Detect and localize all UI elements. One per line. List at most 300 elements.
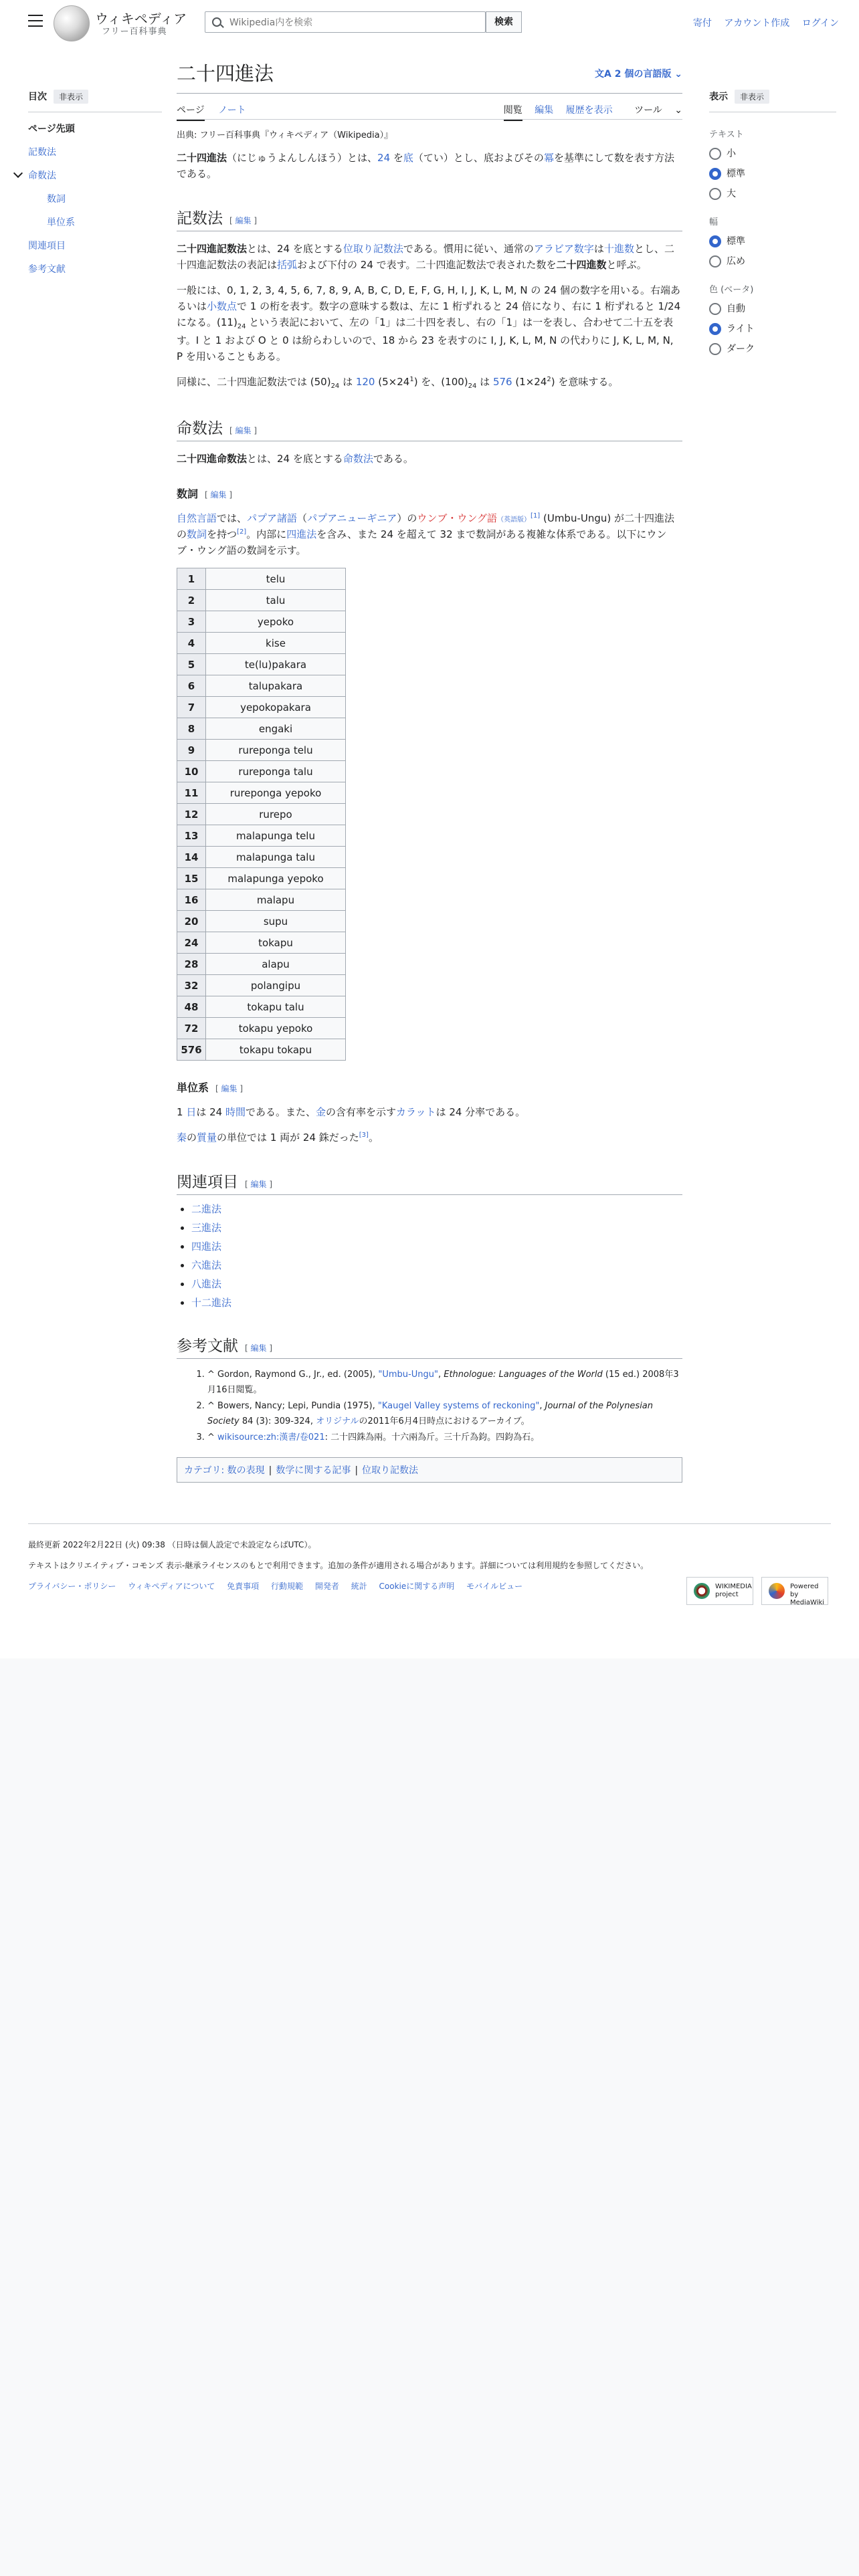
link[interactable]: 120 bbox=[355, 376, 375, 388]
text: は bbox=[593, 243, 604, 255]
bold-term: 二十四進命数法 bbox=[177, 453, 248, 465]
text: の bbox=[187, 1132, 197, 1144]
numeral-value: 576 bbox=[177, 1039, 206, 1061]
chevron-down-icon: ⌄ bbox=[674, 69, 682, 80]
link-24[interactable]: 24 bbox=[377, 152, 391, 164]
paragraph bbox=[177, 510, 682, 558]
table-row bbox=[177, 718, 346, 740]
numeral-word: tokapu bbox=[206, 932, 346, 954]
search-input[interactable] bbox=[228, 15, 478, 31]
text: は bbox=[476, 376, 493, 388]
paragraph bbox=[177, 282, 682, 364]
text: とは、24 を底とする bbox=[247, 243, 343, 255]
numeral-value: 15 bbox=[177, 868, 206, 889]
text-size-label: テキスト bbox=[709, 130, 744, 140]
section-heading-numeration bbox=[177, 416, 682, 441]
footer-link[interactable]: ウィキペディアについて bbox=[128, 1582, 215, 1591]
heading-text: 記数法 bbox=[177, 210, 223, 227]
related-link[interactable]: 十二進法 bbox=[191, 1297, 232, 1309]
table-row bbox=[177, 654, 346, 675]
numeral-word: te(lu)pakara bbox=[206, 654, 346, 675]
tab-talk[interactable]: ノート bbox=[218, 105, 246, 116]
category-link[interactable]: 数学に関する記事 bbox=[276, 1465, 351, 1476]
option-label: 標準 bbox=[727, 236, 745, 247]
numeral-word: alapu bbox=[206, 954, 346, 975]
width-label: 幅 bbox=[709, 217, 719, 227]
text: (Umbu-Ungu) が二十四進法の bbox=[177, 512, 675, 540]
toc-item-notation[interactable]: 記数法 bbox=[28, 147, 56, 158]
list-item bbox=[191, 1295, 682, 1309]
text: : 二十四銖為兩。十六兩為斤。三十斤為鈞。四鈞為石。 bbox=[324, 1432, 540, 1442]
link[interactable]: 時間 bbox=[225, 1106, 246, 1118]
option-label: 自動 bbox=[727, 304, 745, 314]
toc-item-units[interactable]: 単位系 bbox=[47, 217, 75, 228]
citation[interactable]: [3] bbox=[359, 1132, 369, 1139]
toc-item-references[interactable]: 参考文献 bbox=[28, 264, 66, 275]
text: と呼ぶ。 bbox=[606, 259, 647, 271]
categories-label-link[interactable]: カテゴリ: bbox=[184, 1465, 227, 1476]
mediawiki-logo-icon bbox=[769, 1583, 785, 1599]
redlink[interactable]: ウンブ・ウング語 bbox=[417, 512, 498, 524]
edit-section: [ 編集 ] bbox=[229, 216, 258, 225]
interlanguage-link[interactable]: （英語版） bbox=[497, 516, 531, 524]
text: は bbox=[339, 376, 356, 388]
paragraph bbox=[177, 451, 682, 467]
numeral-word: tokapu yepoko bbox=[206, 1018, 346, 1039]
text-size-standard[interactable] bbox=[709, 168, 836, 180]
related-link[interactable]: 三進法 bbox=[191, 1222, 222, 1234]
footer-link[interactable]: 開発者 bbox=[314, 1582, 339, 1591]
numeral-value: 4 bbox=[177, 633, 206, 654]
numeral-value: 20 bbox=[177, 911, 206, 932]
numeral-value: 10 bbox=[177, 761, 206, 782]
bold-term: 二十四進法 bbox=[177, 152, 227, 164]
toc-item-label: 命数法 bbox=[28, 171, 56, 181]
numeral-value: 6 bbox=[177, 675, 206, 697]
edit-section: [ 編集 ] bbox=[215, 1084, 244, 1093]
category-link[interactable]: 位取り記数法 bbox=[362, 1465, 419, 1476]
numeral-value: 72 bbox=[177, 1018, 206, 1039]
edit-link[interactable]: 編集 bbox=[221, 1084, 237, 1093]
table-row bbox=[177, 633, 346, 654]
text: とは、24 を底とする bbox=[247, 453, 343, 465]
table-row bbox=[177, 825, 346, 847]
list-item bbox=[191, 1220, 682, 1235]
toc-item-numerals[interactable]: 数詞 bbox=[47, 194, 66, 205]
main-content bbox=[177, 59, 682, 1483]
text: ^ Gordon, Raymond G., Jr., ed. (2005), bbox=[207, 1370, 379, 1380]
option-label: 小 bbox=[727, 148, 736, 159]
footer bbox=[28, 1523, 831, 1606]
option-label: ライト bbox=[727, 324, 755, 334]
footer-link[interactable]: 行動規範 bbox=[271, 1582, 304, 1591]
numeral-value: 13 bbox=[177, 825, 206, 847]
text: ) を意味する。 bbox=[551, 376, 619, 388]
table-row bbox=[177, 975, 346, 996]
link[interactable]: パプアニューギニア bbox=[307, 512, 397, 524]
option-label: 広め bbox=[727, 256, 745, 267]
footer-link[interactable]: Cookieに関する声明 bbox=[379, 1582, 455, 1591]
numeral-value: 28 bbox=[177, 954, 206, 975]
citation[interactable]: [2] bbox=[237, 528, 247, 536]
link[interactable]: 括弧 bbox=[277, 259, 298, 271]
table-row bbox=[177, 697, 346, 718]
radio-button[interactable] bbox=[709, 188, 721, 200]
create-account-link[interactable]: アカウント作成 bbox=[724, 18, 790, 29]
reference-item bbox=[207, 1398, 682, 1430]
text: 84 (3): 309-324, bbox=[239, 1416, 316, 1427]
heading-text: 単位系 bbox=[177, 1081, 209, 1094]
text: とし、二十四進記数法の表記は bbox=[177, 243, 674, 271]
last-modified: 最終更新 2022年2月22日 (火) 09:38 （日時は個人設定で未設定ならばUTC）。 bbox=[28, 1540, 316, 1549]
table-row bbox=[177, 611, 346, 633]
footer-link[interactable]: プライバシー・ポリシー bbox=[28, 1582, 116, 1591]
tools-menu[interactable] bbox=[625, 105, 682, 116]
table-row bbox=[177, 868, 346, 889]
radio-button[interactable] bbox=[709, 255, 721, 267]
text: ^ Bowers, Nancy; Lepi, Pundia (1975), bbox=[207, 1400, 378, 1411]
list-item bbox=[191, 1258, 682, 1272]
numeral-value: 11 bbox=[177, 782, 206, 804]
numeral-value: 3 bbox=[177, 611, 206, 633]
logo-subtitle: フリー百科事典 bbox=[102, 27, 167, 37]
edit-link[interactable]: 編集 bbox=[250, 1180, 267, 1189]
text-size-small[interactable] bbox=[709, 148, 836, 160]
text: , bbox=[539, 1400, 545, 1411]
text: 。内部に bbox=[246, 528, 287, 540]
text: の2011年6月4日時点におけるアーカイブ。 bbox=[359, 1416, 530, 1427]
heading-text: 関連項目 bbox=[177, 1174, 238, 1191]
text: 一般には、0, 1, 2, 3, 4, 5, 6, 7, 8, 9, A, B, C, D, E, F, G, H, I, J, K, L, M, N の 24 個の数字を用いる。右端あるいは bbox=[177, 284, 680, 312]
related-link[interactable]: 八進法 bbox=[191, 1278, 222, 1290]
numeral-word: tokapu tokapu bbox=[206, 1039, 346, 1061]
numeral-value: 7 bbox=[177, 697, 206, 718]
footer-link[interactable]: 統計 bbox=[351, 1582, 367, 1591]
edit-section: [ 編集 ] bbox=[245, 1344, 273, 1353]
table-row bbox=[177, 954, 346, 975]
link[interactable]: 金 bbox=[315, 1106, 326, 1118]
wikimedia-badge[interactable] bbox=[686, 1577, 753, 1605]
numeral-value: 8 bbox=[177, 718, 206, 740]
text: である。 bbox=[373, 453, 413, 465]
wikimedia-logo-icon bbox=[694, 1583, 710, 1599]
italic-title: Ethnologue: Languages of the World bbox=[444, 1370, 603, 1380]
link[interactable]: 自然言語 bbox=[177, 512, 217, 524]
text: である。慣用に従い、通常の bbox=[403, 243, 534, 255]
citation[interactable]: [1] bbox=[531, 512, 541, 520]
table-row bbox=[177, 1018, 346, 1039]
external-link[interactable]: "Umbu-Ungu" bbox=[378, 1370, 438, 1380]
list-item bbox=[191, 1239, 682, 1253]
link[interactable]: 命数法 bbox=[343, 453, 373, 465]
radio-button[interactable] bbox=[709, 148, 721, 160]
site-header bbox=[0, 0, 859, 47]
panel-hide-button[interactable]: 非表示 bbox=[735, 90, 769, 104]
option-label: 大 bbox=[727, 189, 736, 199]
main-menu-icon[interactable] bbox=[28, 15, 43, 27]
link[interactable]: 数詞 bbox=[187, 528, 207, 540]
color-light[interactable] bbox=[709, 323, 836, 335]
table-row bbox=[177, 804, 346, 825]
page-title: 二十四進法 bbox=[177, 62, 274, 85]
donate-link[interactable]: 寄付 bbox=[692, 18, 712, 29]
text: （てい）とし、底およびその bbox=[413, 152, 544, 164]
divider bbox=[28, 1523, 831, 1524]
link-power[interactable]: 冪 bbox=[543, 152, 554, 164]
numeral-word: rureponga yepoko bbox=[206, 782, 346, 804]
badge-text: WIKIMEDIA project bbox=[715, 1583, 752, 1598]
category-box bbox=[177, 1457, 682, 1483]
mediawiki-badge[interactable] bbox=[761, 1577, 828, 1605]
numeral-word: yepokopakara bbox=[206, 697, 346, 718]
edit-section: [ 編集 ] bbox=[245, 1180, 273, 1189]
text: 同様に、二十四進記数法では (50) bbox=[177, 376, 331, 388]
paragraph bbox=[177, 1104, 682, 1120]
link[interactable]: 位取り記数法 bbox=[343, 243, 403, 255]
appearance-panel bbox=[709, 90, 836, 355]
radio-button[interactable] bbox=[709, 303, 721, 315]
numeral-word: telu bbox=[206, 568, 346, 590]
chevron-down-icon[interactable] bbox=[13, 169, 23, 178]
numeral-word: talupakara bbox=[206, 675, 346, 697]
width-standard[interactable] bbox=[709, 235, 836, 247]
link[interactable]: パプア諸語 bbox=[247, 512, 298, 524]
reference-item bbox=[207, 1430, 682, 1445]
heading-text: 数詞 bbox=[177, 488, 199, 500]
link[interactable]: 秦 bbox=[177, 1132, 187, 1144]
tab-read[interactable]: 閲覧 bbox=[504, 105, 522, 121]
radio-button-selected[interactable] bbox=[709, 323, 721, 335]
edit-link[interactable]: 編集 bbox=[210, 490, 227, 500]
link[interactable]: カラット bbox=[395, 1106, 436, 1118]
separator: | bbox=[355, 1465, 359, 1476]
text: を基準にして数を表す方法である。 bbox=[177, 152, 674, 180]
external-link[interactable]: "Kaugel Valley systems of reckoning" bbox=[377, 1400, 540, 1411]
table-row bbox=[177, 590, 346, 611]
text: ）の bbox=[397, 512, 417, 524]
text: という表記において、左の「1」は二十四を表し、右の「1」は一を表し、合わせて二十五を表す。I と 1 および O と 0 は紛らわしいので、18 から 23 を表すのに I, J, K, L, M, N の代わりに J, K, L, M, N, P を用いることもある。 bbox=[177, 316, 674, 362]
text-size-large[interactable] bbox=[709, 188, 836, 200]
text: (5×24 bbox=[375, 376, 410, 388]
table-row bbox=[177, 675, 346, 697]
width-wide[interactable] bbox=[709, 255, 836, 267]
related-link[interactable]: 四進法 bbox=[191, 1241, 222, 1253]
text: ^ bbox=[207, 1432, 218, 1442]
option-label: ダーク bbox=[727, 344, 755, 354]
intro-paragraph bbox=[177, 150, 682, 182]
personal-tools bbox=[684, 16, 839, 29]
tab-edit[interactable]: 編集 bbox=[535, 105, 554, 116]
text: を含み、また 24 を超えて 32 まで数詞がある複雑な体系である。以下にウンブ・ウング語の数詞を示す。 bbox=[177, 528, 667, 556]
link[interactable]: 質量 bbox=[197, 1132, 217, 1144]
toc-item-top[interactable]: ページ先頭 bbox=[28, 124, 75, 134]
link[interactable]: 四進法 bbox=[286, 528, 317, 540]
text: を bbox=[390, 152, 403, 164]
numeral-value: 5 bbox=[177, 654, 206, 675]
footer-link[interactable]: モバイルビュー bbox=[466, 1582, 523, 1591]
text: を持つ bbox=[207, 528, 237, 540]
text: (1×24 bbox=[512, 376, 547, 388]
toc-hide-button[interactable]: 非表示 bbox=[54, 90, 88, 104]
search-button[interactable]: 検索 bbox=[486, 11, 522, 33]
page-tabs bbox=[177, 94, 682, 120]
numeral-value: 9 bbox=[177, 740, 206, 761]
table-row bbox=[177, 761, 346, 782]
text: 。 bbox=[368, 1132, 379, 1144]
numeral-value: 32 bbox=[177, 975, 206, 996]
numeral-word: malapunga talu bbox=[206, 847, 346, 868]
section-heading-references bbox=[177, 1333, 682, 1359]
numeral-word: yepoko bbox=[206, 611, 346, 633]
table-row bbox=[177, 932, 346, 954]
numeral-value: 14 bbox=[177, 847, 206, 868]
text: (15 ed.) 2008年3月16日閲覧。 bbox=[207, 1370, 679, 1396]
numeral-value: 24 bbox=[177, 932, 206, 954]
italic-title: Journal of the Polynesian Society bbox=[207, 1400, 654, 1427]
paragraph bbox=[177, 1130, 682, 1146]
radio-button[interactable] bbox=[709, 343, 721, 355]
edit-link[interactable]: 編集 bbox=[235, 216, 252, 225]
panel-title-row bbox=[709, 90, 836, 104]
numeral-word: malapunga yepoko bbox=[206, 868, 346, 889]
related-link[interactable]: 二進法 bbox=[191, 1203, 222, 1215]
tab-page[interactable]: ページ bbox=[177, 105, 205, 121]
edit-section: [ 編集 ] bbox=[205, 490, 233, 500]
logo-title[interactable]: ウィキペディア bbox=[95, 11, 187, 27]
subscript: 24 bbox=[330, 383, 340, 390]
numerals-table-body bbox=[177, 568, 346, 1061]
bold-term: 二十四進数 bbox=[556, 259, 607, 271]
archive-link[interactable]: オリジナル bbox=[316, 1416, 359, 1427]
table-row bbox=[177, 847, 346, 868]
link-base[interactable]: 底 bbox=[403, 152, 413, 164]
language-count: 2 個の言語版 bbox=[614, 69, 672, 80]
radio-button-selected[interactable] bbox=[709, 235, 721, 247]
translate-icon: 文A bbox=[595, 69, 615, 80]
link[interactable]: 十進数 bbox=[603, 243, 634, 255]
color-label: 色 (ベータ) bbox=[709, 285, 754, 295]
text: （ bbox=[297, 512, 308, 524]
toc-item-related[interactable]: 関連項目 bbox=[28, 241, 66, 251]
license-text: テキストはクリエイティブ・コモンズ 表示-継承ライセンスのもとで利用できます。追加の条件が適用される場合があります。詳細については利用規約を参照してください。 bbox=[28, 1561, 649, 1570]
text: ) を、(100) bbox=[413, 376, 468, 388]
text: の含有率を示す bbox=[326, 1106, 396, 1118]
text: は 24 bbox=[196, 1106, 225, 1118]
option-label: 標準 bbox=[727, 169, 745, 179]
chevron-down-icon: ⌄ bbox=[674, 105, 682, 116]
text: は 24 分率である。 bbox=[436, 1106, 526, 1118]
footer-link[interactable]: 免責事項 bbox=[227, 1582, 260, 1591]
subscript: 24 bbox=[468, 383, 477, 390]
toc-title-row bbox=[28, 90, 162, 104]
bold-term: 二十四進記数法 bbox=[177, 243, 248, 255]
text: である。また、 bbox=[245, 1106, 316, 1118]
toc-item-numeration[interactable] bbox=[28, 169, 162, 182]
separator: | bbox=[268, 1465, 272, 1476]
language-button[interactable] bbox=[595, 67, 682, 80]
search-icon bbox=[212, 17, 221, 27]
section-heading-notation bbox=[177, 206, 682, 231]
link[interactable]: アラビア数字 bbox=[533, 243, 594, 255]
numeral-word: rurepo bbox=[206, 804, 346, 825]
list-item bbox=[191, 1277, 682, 1291]
table-row bbox=[177, 568, 346, 590]
numeral-word: malapunga telu bbox=[206, 825, 346, 847]
toc-title: 目次 bbox=[28, 92, 47, 102]
numeral-word: tokapu talu bbox=[206, 996, 346, 1018]
title-row bbox=[177, 59, 682, 86]
color-dark[interactable] bbox=[709, 343, 836, 355]
category-link[interactable]: 数の表現 bbox=[227, 1465, 265, 1476]
badge-text: Powered by MediaWiki bbox=[790, 1583, 825, 1606]
heading-text: 命数法 bbox=[177, 420, 223, 437]
edit-link[interactable]: 編集 bbox=[250, 1344, 267, 1353]
edit-link[interactable]: 編集 bbox=[235, 426, 252, 435]
link[interactable]: 576 bbox=[492, 376, 512, 388]
text: , bbox=[438, 1370, 444, 1380]
list-item bbox=[191, 1202, 682, 1216]
numeral-word: polangipu bbox=[206, 975, 346, 996]
text: で 1 の桁を表す。数字の意味する数は、左に 1 桁ずれると 24 倍になり、右に 1 桁ずれると 1/24 になる。(11) bbox=[177, 300, 681, 328]
numeral-word: kise bbox=[206, 633, 346, 654]
reference-item bbox=[207, 1367, 682, 1398]
table-row bbox=[177, 889, 346, 911]
text: および下付の 24 で表す。二十四進記数法で表された数を bbox=[297, 259, 557, 271]
text: （にじゅうよんしんほう）とは、 bbox=[227, 152, 378, 164]
table-row bbox=[177, 782, 346, 804]
panel-title: 表示 bbox=[709, 92, 728, 102]
wikipedia-globe-logo[interactable] bbox=[54, 5, 90, 41]
section-heading-units bbox=[177, 1079, 682, 1095]
numeral-value: 16 bbox=[177, 889, 206, 911]
subscript: 24 bbox=[237, 323, 246, 330]
login-link[interactable]: ログイン bbox=[801, 18, 839, 29]
tab-history[interactable]: 履歴を表示 bbox=[565, 105, 613, 116]
section-heading-numerals bbox=[177, 486, 682, 501]
link[interactable]: 小数点 bbox=[207, 300, 237, 312]
table-row bbox=[177, 1039, 346, 1061]
numeral-word: rureponga telu bbox=[206, 740, 346, 761]
paragraph bbox=[177, 374, 682, 392]
edit-section: [ 編集 ] bbox=[229, 426, 258, 435]
numeral-word: engaki bbox=[206, 718, 346, 740]
table-row bbox=[177, 911, 346, 932]
numeral-word: malapu bbox=[206, 889, 346, 911]
related-list bbox=[177, 1202, 682, 1309]
radio-button-selected[interactable] bbox=[709, 168, 721, 180]
numeral-value: 12 bbox=[177, 804, 206, 825]
superscript: 2 bbox=[547, 376, 551, 383]
numeral-word: talu bbox=[206, 590, 346, 611]
wikisource-link[interactable]: wikisource:zh:漢書/卷021 bbox=[217, 1432, 325, 1442]
numeral-value: 2 bbox=[177, 590, 206, 611]
numerals-table bbox=[177, 568, 346, 1061]
related-link[interactable]: 六進法 bbox=[191, 1259, 222, 1271]
reference-list bbox=[177, 1367, 682, 1445]
numeral-word: supu bbox=[206, 911, 346, 932]
superscript: 1 bbox=[409, 376, 414, 383]
color-auto[interactable] bbox=[709, 303, 836, 315]
numeral-word: rureponga talu bbox=[206, 761, 346, 782]
link[interactable]: 日 bbox=[186, 1106, 197, 1118]
text: では、 bbox=[217, 512, 248, 524]
table-of-contents bbox=[28, 90, 162, 286]
paragraph bbox=[177, 241, 682, 273]
numeral-value: 48 bbox=[177, 996, 206, 1018]
table-row bbox=[177, 740, 346, 761]
text: 1 bbox=[177, 1106, 187, 1118]
heading-text: 参考文献 bbox=[177, 1337, 238, 1355]
